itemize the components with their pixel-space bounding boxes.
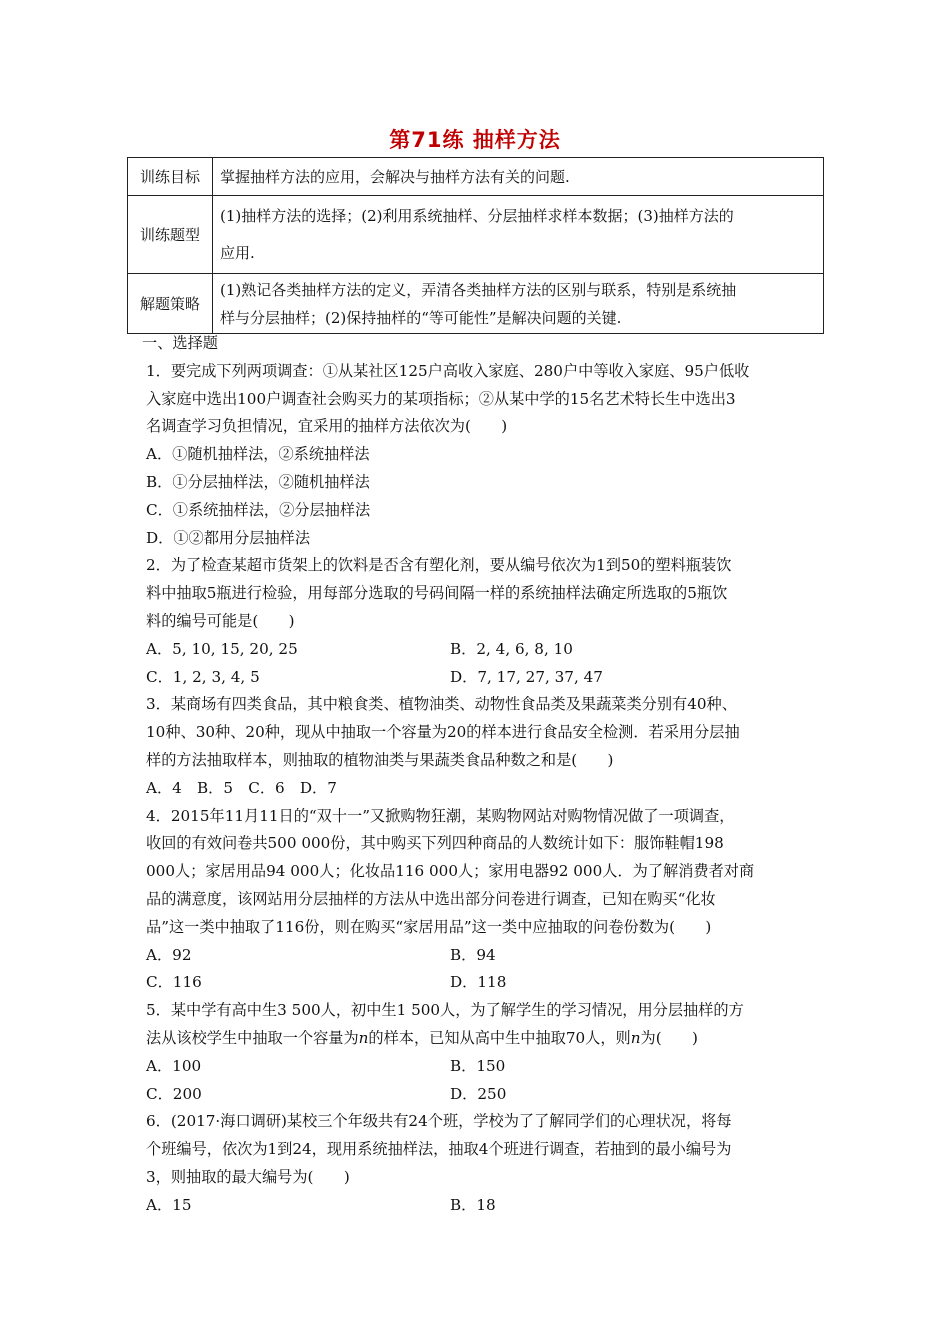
option-b: B．18	[450, 1195, 496, 1214]
option-d: D．118	[450, 973, 507, 992]
question-1: 1．要完成下列两项调查：①从某社区125户高收入家庭、280户中等收入家庭、95户低收 入家庭中选出100户调查社会购买力的某项指标；②从某中学的15名艺术特长生中选出3 名调查学习负担情况，宜采用的抽样方法依次为( ) A．①随机抽样法，②系统抽样法 B．①分层抽样法，②随机抽样法 C．①系统抽样法，②分层抽样法 D．①②都用分层抽样法	[146, 358, 816, 553]
section-heading: 一、选择题	[142, 334, 218, 352]
option-d: D．250	[450, 1084, 507, 1103]
variable-n: n	[358, 1028, 369, 1047]
page-title: 第71练 抽样方法	[389, 128, 561, 152]
option-d: D．7, 17, 27, 37, 47	[450, 667, 603, 686]
table-value-types: (1)抽样方法的选择；(2)利用系统抽样、分层抽样求样本数据；(3)抽样方法的 应用.	[213, 196, 824, 274]
table-label-types: 训练题型	[128, 196, 213, 274]
training-info-table	[127, 157, 824, 334]
question-3: 3．某商场有四类食品，其中粮食类、植物油类、动物性食品类及果蔬菜类分别有40种、 10种、30种、20种，现从中抽取一个容量为20的样本进行食品安全检测．若采用分层抽 样的方法抽取样本，则抽取的植物油类与果蔬类食品种数之和是( ) A．4 B．5 C．6 D．7	[146, 691, 816, 802]
options-row	[146, 636, 816, 664]
options-row	[146, 1192, 816, 1220]
options-row	[146, 1053, 816, 1081]
option-c: C．1, 2, 3, 4, 5	[146, 667, 260, 686]
option-a: A．100	[146, 1056, 202, 1075]
table-value-strategy: (1)熟记各类抽样方法的定义，弄清各类抽样方法的区别与联系，特别是系统抽 样与分层抽样；(2)保持抽样的“等可能性”是解决问题的关键.	[213, 274, 824, 334]
variable-n: n	[630, 1028, 641, 1047]
option-b: B．2, 4, 6, 8, 10	[450, 639, 573, 658]
question-6: 6．(2017·海口调研)某校三个年级共有24个班，学校为了了解同学们的心理状况，将每 个班编号，依次为1到24，现用系统抽样法，抽取4个班进行调查，若抽到的最小编号为 3，则抽取的最大编号为( ) A．15 B．18	[146, 1108, 816, 1219]
question-2: 2．为了检查某超市货架上的饮料是否含有塑化剂，要从编号依次为1到50的塑料瓶装饮 料中抽取5瓶进行检验，用每部分选取的号码间隔一样的系统抽样法确定所选取的5瓶饮 料的编号可能是( ) A．5, 10, 15, 20, 25 B．2, 4, 6, 8, 10 C．1, 2, 3, 4, 5 D．7, 17, 27, 37, 47	[146, 552, 816, 691]
options-row: A．4 B．5 C．6 D．7	[146, 778, 337, 797]
options-row	[146, 969, 816, 997]
question-4: 4．2015年11月11日的“双十一”又掀购物狂潮，某购物网站对购物情况做了一项调查， 收回的有效问卷共500 000份，其中购买下列四种商品的人数统计如下：服饰鞋帽198 000人；家居用品94 000人；化妆品116 000人；家用电器92 000人．为了解消费者对商 品的满意度，该网站用分层抽样的方法从中选出部分问卷进行调查，已知在购买“化妆 品”这一类中抽取了116份，则在购买“家居用品”这一类中应抽取的问卷份数为( ) A．92 B．94 C．116 D．118	[146, 803, 816, 998]
option-a: A．15	[146, 1195, 192, 1214]
option-a: A．92	[146, 945, 192, 964]
question-5: 5．某中学有高中生3 500人，初中生1 500人，为了解学生的学习情况，用分层抽样的方 法从该校学生中抽取一个容量为n的样本，已知从高中生中抽取70人，则n为( ) A．100 B．150 C．200 D．250	[146, 997, 816, 1108]
option-c: C．116	[146, 973, 202, 992]
table-label-strategy: 解题策略	[128, 274, 213, 334]
option-b: B．150	[450, 1056, 506, 1075]
options-row	[146, 942, 816, 970]
option-a: A．①随机抽样法，②系统抽样法	[146, 445, 370, 464]
options-row	[146, 664, 816, 692]
options-row	[146, 1081, 816, 1109]
option-c: C．200	[146, 1084, 202, 1103]
option-a: A．5, 10, 15, 20, 25	[146, 639, 298, 658]
option-b: B．①分层抽样法，②随机抽样法	[146, 472, 370, 491]
table-row-goal	[128, 158, 824, 196]
option-b: B．94	[450, 945, 496, 964]
table-value-goal: 掌握抽样方法的应用，会解决与抽样方法有关的问题.	[213, 158, 824, 196]
table-label-goal: 训练目标	[128, 158, 213, 196]
table-row-types	[128, 196, 824, 274]
question-list	[142, 330, 816, 1220]
table-row-strategy	[128, 274, 824, 334]
option-d: D．①②都用分层抽样法	[146, 528, 311, 547]
option-c: C．①系统抽样法，②分层抽样法	[146, 500, 371, 519]
